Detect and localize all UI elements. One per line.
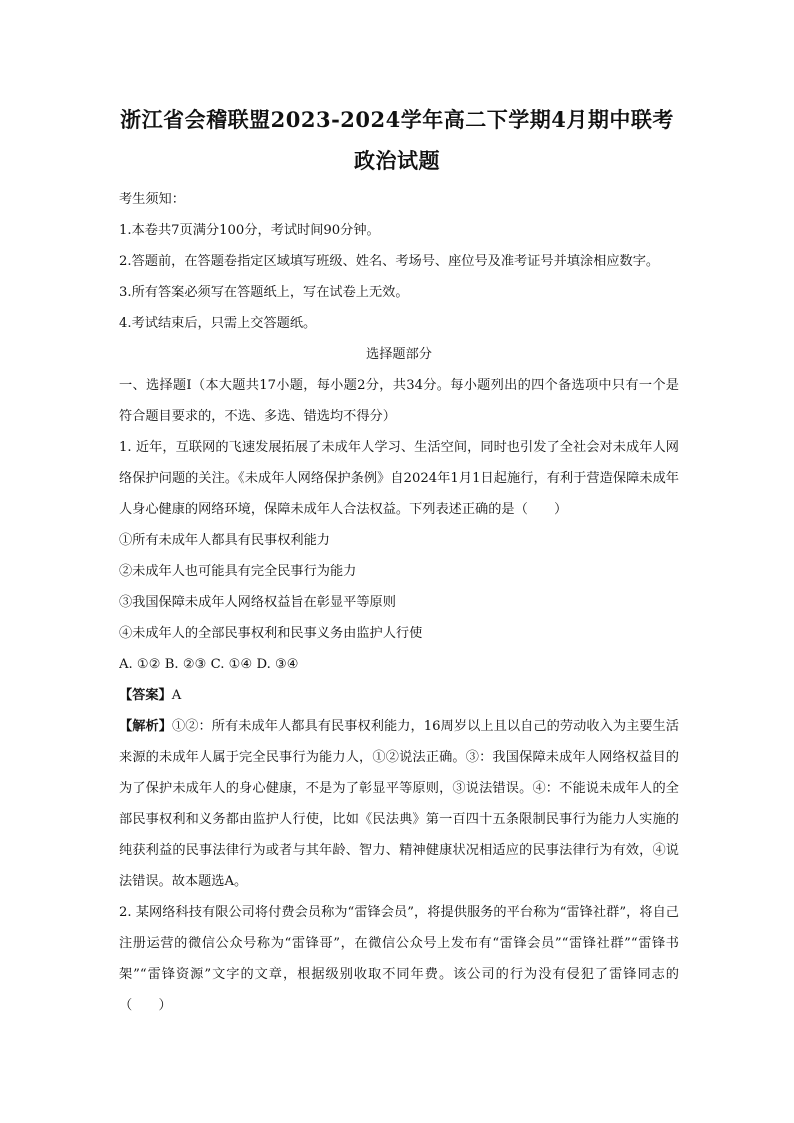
question-option: ①所有未成年人都具有民事权利能力 xyxy=(119,533,330,548)
answer-line xyxy=(119,680,679,711)
analysis-label: 【解析】 xyxy=(119,719,172,734)
answer-label: 【答案】 xyxy=(119,688,172,703)
question-option: ④未成年人的全部民事权利和民事义务由监护人行使 xyxy=(119,626,423,641)
part-title: 一、选择题Ⅰ（本大题共17小题，每小题2分，共34分。每小题列出的四个备选项中只有一个是符合题目要求的，不选、多选、错选均不得分） xyxy=(119,378,679,424)
document-body xyxy=(119,184,679,1021)
question-choices: A. ①② B. ②③ C. ①④ D. ③④ xyxy=(119,657,299,672)
notice-heading: 考生须知： xyxy=(119,192,185,207)
notice-item: 3.所有答案必须写在答题纸上，写在试卷上无效。 xyxy=(119,285,409,300)
notice-item: 1.本卷共7页满分100分，考试时间90分钟。 xyxy=(119,223,380,238)
section-title: 选择题部分 xyxy=(366,347,432,362)
analysis-text: ①②：所有未成年人都具有民事权利能力，16周岁以上且以自己的劳动收入为主要生活来源的未成年人属于完全民事行为能力人，①②说法正确。③：我国保障未成年人网络权益目的为了保护未成年人的身心健康，不是为了彰显平等原则，③说法错误。④：不能说未成年人的全部民事权利和义务都由监护人行使，比如《民法典》第一百四十五条限制民事行为能力人实施的纯获利益的民事法律行为或者与其年龄、智力、精神健康状况相适应的民事法律行为有效，④说法错误。故本题选A。 xyxy=(119,719,679,889)
analysis-paragraph xyxy=(119,711,679,897)
document-title: 浙江省会稽联盟2023-2024学年高二下学期4月期中联考 xyxy=(120,107,674,132)
question-stem: 1. 近年，互联网的飞速发展拓展了未成年人学习、生活空间，同时也引发了全社会对未成年人网络保护问题的关注。《未成年人网络保护条例》自2024年1月1日起施行，有利于营造保障未成年人身心健康的网络环境，保障未成年人合法权益。下列表述正确的是（ ） xyxy=(119,440,679,517)
answer-value: A xyxy=(171,688,182,703)
notice-item: 4.考试结束后，只需上交答题纸。 xyxy=(119,316,317,331)
question-option: ③我国保障未成年人网络权益旨在彰显平等原则 xyxy=(119,595,396,610)
question-option: ②未成年人也可能具有完全民事行为能力 xyxy=(119,564,357,579)
document-subtitle: 政治试题 xyxy=(354,148,440,173)
question-stem: 2. 某网络科技有限公司将付费会员称为“雷锋会员”，将提供服务的平台称为“雷锋社群”，将自己注册运营的微信公众号称为“雷锋哥”，在微信公众号上发布有“雷锋会员”“雷锋社群”“雷锋书架”“雷锋资源”文字的文章，根据级别收取不同年费。该公司的行为没有侵犯了雷锋同志的（ ） xyxy=(119,905,679,1013)
notice-item: 2.答题前，在答题卷指定区域填写班级、姓名、考场号、座位号及准考证号并填涂相应数字。 xyxy=(119,254,660,269)
